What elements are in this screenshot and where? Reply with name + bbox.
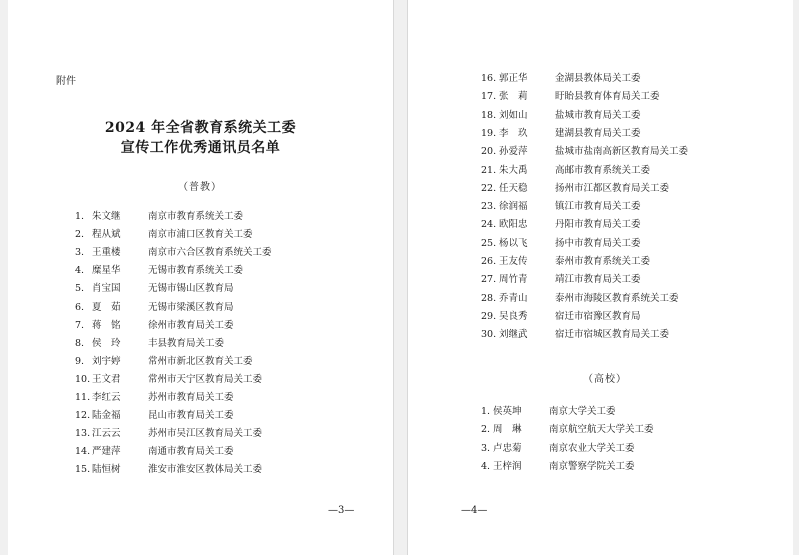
- entry-name: 刘如山: [499, 109, 528, 121]
- list-item: [481, 201, 641, 213]
- entry-name: 李 玖: [499, 127, 528, 139]
- document-page-right: [407, 0, 793, 555]
- entry-unit: 昆山市教育局关工委: [148, 410, 234, 422]
- entry-number: 4.: [75, 265, 85, 277]
- entry-name: 糜星华: [92, 265, 121, 277]
- entry-unit: 苏州市吴江区教育局关工委: [148, 428, 263, 440]
- entry-name: 张 莉: [499, 91, 528, 103]
- entry-unit: 泰州市教育系统关工委: [555, 256, 651, 267]
- entry-unit: 南京市浦口区教育关工委: [148, 229, 253, 241]
- entry-number: 10.: [75, 373, 91, 385]
- entry-number: 5.: [75, 283, 85, 295]
- entry-number: 23.: [481, 201, 497, 213]
- list-item: [75, 374, 262, 386]
- entry-number: 3.: [481, 442, 491, 454]
- entry-name: 任天稳: [499, 182, 528, 194]
- entry-unit: 南京市教育系统关工委: [148, 211, 244, 222]
- entry-number: 18.: [481, 109, 497, 121]
- entry-number: 30.: [481, 329, 497, 341]
- entry-unit: 无锡市锡山区教育局: [148, 283, 234, 295]
- entry-unit: 高邮市教育系统关工委: [555, 164, 651, 176]
- entry-name: 夏 茹: [92, 301, 121, 313]
- entry-name: 严建萍: [92, 446, 121, 458]
- document-page-left: [8, 0, 394, 555]
- list-item: [481, 146, 688, 158]
- entry-name: 周 琳: [493, 424, 522, 436]
- entry-unit: 丰县教育局关工委: [148, 337, 225, 349]
- entry-number: 20.: [481, 146, 497, 158]
- entry-unit: 扬中市教育局关工委: [555, 237, 641, 249]
- entry-number: 12.: [75, 410, 91, 422]
- list-item: [481, 424, 654, 436]
- attachment-label: 附件: [56, 76, 76, 87]
- list-item: [481, 311, 641, 323]
- entry-number: 1.: [481, 406, 491, 417]
- entry-number: 11.: [75, 392, 91, 403]
- entry-number: 22.: [481, 182, 497, 194]
- list-item: [481, 183, 669, 195]
- entry-unit: 徐州市教育局关工委: [148, 319, 234, 331]
- list-item: [481, 461, 635, 473]
- section-heading-college: （高校）: [583, 374, 627, 385]
- list-item: [481, 293, 679, 305]
- entry-name: 侯英坤: [493, 406, 522, 417]
- entry-name: 侯 玲: [92, 337, 121, 349]
- entry-name: 卢忠菊: [493, 442, 522, 454]
- list-item: [481, 91, 660, 103]
- entry-number: 21.: [481, 164, 497, 176]
- entry-unit: 丹阳市教育局关工委: [555, 219, 641, 231]
- list-item: [75, 229, 253, 241]
- list-item: [481, 73, 641, 85]
- entry-unit: 无锡市梁溪区教育局: [148, 301, 234, 313]
- entry-number: 2.: [75, 229, 85, 241]
- list-item: [75, 283, 234, 295]
- list-item: [481, 274, 641, 286]
- entry-number: 25.: [481, 237, 497, 249]
- entry-unit: 南京农业大学关工委: [549, 442, 635, 454]
- entry-number: 9.: [75, 355, 85, 367]
- entry-number: 26.: [481, 256, 497, 267]
- entry-unit: 宿迁市宿城区教育局关工委: [555, 329, 670, 341]
- entry-number: 3.: [75, 247, 85, 259]
- entry-name: 刘继武: [499, 329, 528, 341]
- entry-number: 27.: [481, 274, 497, 286]
- entry-name: 朱文继: [92, 211, 121, 222]
- list-item: [75, 302, 234, 314]
- entry-name: 乔青山: [499, 292, 528, 304]
- list-item: [481, 329, 669, 341]
- entry-unit: 金湖县教体局关工委: [555, 73, 641, 84]
- entry-number: 17.: [481, 91, 497, 103]
- list-item: [481, 128, 641, 140]
- entry-number: 29.: [481, 310, 497, 322]
- entry-name: 王友传: [499, 256, 528, 267]
- entry-unit: 南京市六合区教育系统关工委: [148, 247, 272, 259]
- document-title-line2: 宣传工作优秀通讯员名单: [120, 140, 281, 156]
- entry-name: 郭正华: [499, 73, 528, 84]
- entry-name: 肖宝国: [92, 283, 121, 295]
- entry-number: 24.: [481, 219, 497, 231]
- entry-unit: 苏州市教育局关工委: [148, 392, 234, 403]
- entry-number: 4.: [481, 460, 491, 472]
- section-heading-general: （普教）: [178, 182, 222, 193]
- entry-name: 刘宇婷: [92, 355, 121, 367]
- entry-name: 周竹青: [499, 274, 528, 286]
- entry-unit: 建湖县教育局关工委: [555, 127, 641, 139]
- entry-name: 江云云: [92, 428, 121, 440]
- entry-name: 徐润福: [499, 201, 528, 213]
- entry-name: 欧阳忠: [499, 219, 528, 231]
- entry-number: 6.: [75, 301, 85, 313]
- entry-unit: 盐城市教育局关工委: [555, 109, 641, 121]
- entry-unit: 南通市教育局关工委: [148, 446, 234, 458]
- list-item: [481, 443, 635, 455]
- entry-name: 孙爱萍: [499, 146, 528, 158]
- list-item: [75, 247, 272, 259]
- entry-number: 2.: [481, 424, 491, 436]
- entry-name: 程从斌: [92, 229, 121, 241]
- list-item: [481, 256, 650, 268]
- list-item: [75, 320, 234, 332]
- list-item: [75, 392, 234, 404]
- list-item: [75, 211, 243, 223]
- entry-number: 8.: [75, 337, 85, 349]
- entry-unit: 南京警察学院关工委: [549, 460, 635, 472]
- entry-name: 蒋 铭: [92, 319, 121, 331]
- entry-unit: 盱眙县教育体育局关工委: [555, 91, 660, 103]
- list-item: [481, 110, 641, 122]
- entry-unit: 南京大学关工委: [549, 406, 616, 417]
- entry-name: 杨以飞: [499, 237, 528, 249]
- list-item: [75, 338, 224, 350]
- entry-number: 28.: [481, 292, 497, 304]
- page-number: —4—: [461, 505, 488, 516]
- list-item: [481, 406, 616, 418]
- entry-name: 陆恒树: [92, 464, 121, 476]
- entry-unit: 常州市天宁区教育局关工委: [148, 373, 263, 385]
- entry-number: 15.: [75, 464, 91, 476]
- list-item: [481, 165, 650, 177]
- list-item: [75, 410, 234, 422]
- entry-number: 13.: [75, 428, 91, 440]
- entry-number: 16.: [481, 73, 497, 84]
- entry-unit: 镇江市教育局关工委: [555, 201, 641, 213]
- entry-name: 王重楼: [92, 247, 121, 259]
- entry-number: 1.: [75, 211, 85, 222]
- page-number: —3—: [328, 505, 355, 516]
- list-item: [75, 428, 262, 440]
- entry-unit: 扬州市江都区教育局关工委: [555, 182, 670, 194]
- entry-number: 14.: [75, 446, 91, 458]
- entry-unit: 靖江市教育局关工委: [555, 274, 641, 286]
- entry-name: 王文君: [92, 373, 121, 385]
- entry-unit: 常州市新北区教育关工委: [148, 355, 253, 367]
- entry-unit: 盐城市盐南高新区教育局关工委: [555, 146, 689, 158]
- list-item: [75, 446, 234, 458]
- entry-unit: 泰州市海陵区教育系统关工委: [555, 292, 679, 304]
- entry-name: 朱大禹: [499, 164, 528, 176]
- entry-name: 陆金福: [92, 410, 121, 422]
- entry-name: 王梓润: [493, 460, 522, 472]
- entry-unit: 南京航空航天大学关工委: [549, 424, 654, 436]
- entry-unit: 无锡市教育系统关工委: [148, 265, 244, 277]
- document-title-line1: 2024 年全省教育系统关工委: [104, 120, 297, 136]
- entry-name: 李红云: [92, 392, 121, 403]
- list-item: [75, 464, 262, 476]
- list-item: [481, 238, 641, 250]
- list-item: [75, 356, 253, 368]
- entry-name: 吴良秀: [499, 310, 528, 322]
- entry-unit: 淮安市淮安区教体局关工委: [148, 464, 263, 476]
- list-item: [481, 219, 641, 231]
- entry-number: 7.: [75, 319, 85, 331]
- entry-unit: 宿迁市宿豫区教育局: [555, 310, 641, 322]
- list-item: [75, 265, 243, 277]
- entry-number: 19.: [481, 127, 497, 139]
